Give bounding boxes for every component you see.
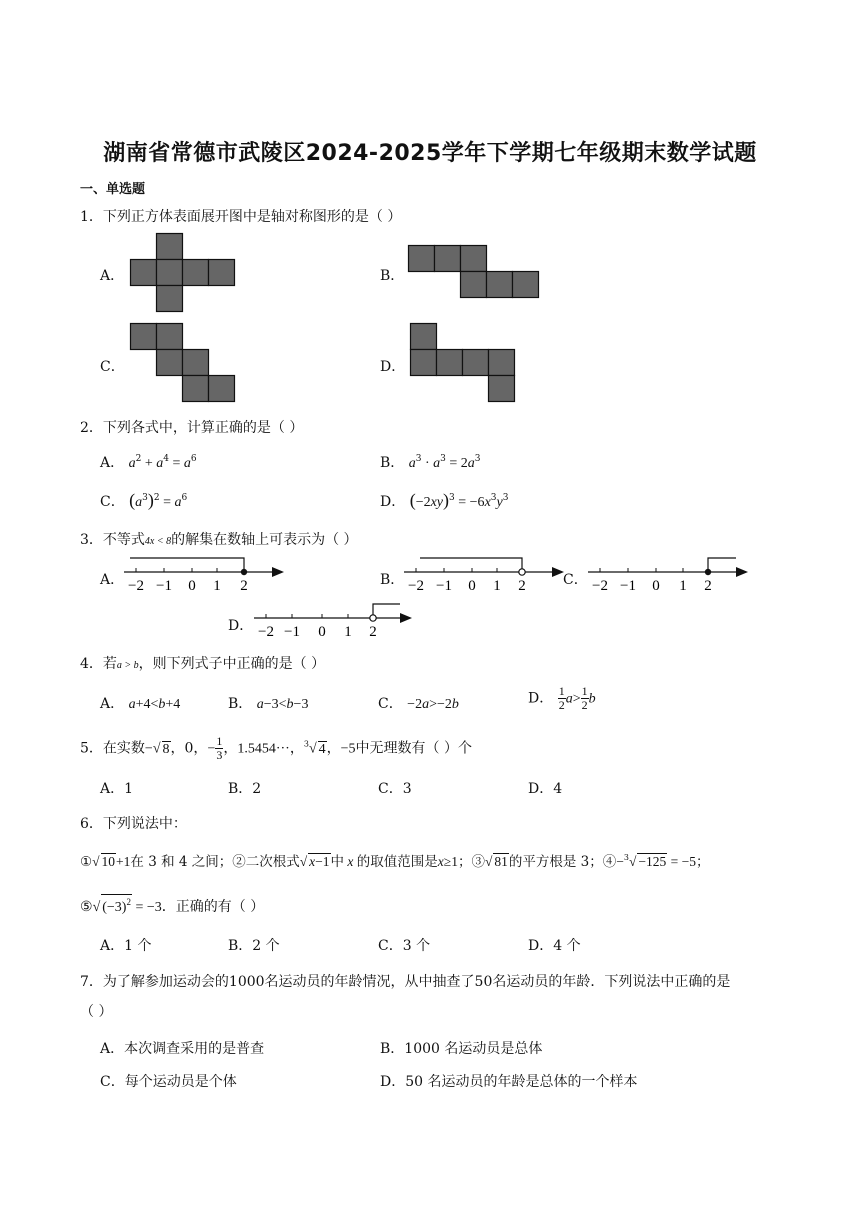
q7-option-a: A．本次调查采用的是普查 — [100, 1041, 265, 1057]
tick-label: 2 — [369, 624, 377, 640]
question-6-statements-line-1: ①√ 10+1在 3 和 4 之间；②二次根式√ x−1中 x 的取值范围是x≥1；③√ 81的平方根是 3；④−$^3$√ −125 = −5； — [80, 853, 710, 870]
tick-label: −2 — [408, 578, 424, 594]
q7-option-b: B．1000 名运动员是总体 — [380, 1041, 543, 1057]
question-7-stem-continued: （ ） — [80, 1004, 113, 1020]
tick-label: −2 — [592, 578, 608, 594]
q1-option-b-net — [408, 245, 542, 299]
q2-option-b: B． $a^3 \cdot a^3 = 2a^3$ — [380, 454, 481, 471]
q2-option-c: C． $(a^3)^2 = a^6$ — [100, 490, 188, 510]
tick-label: 1 — [213, 578, 221, 594]
tick-label: −2 — [128, 578, 144, 594]
tick-label: 0 — [318, 624, 326, 640]
q3-option-a-label: A． — [100, 572, 125, 588]
q2-option-a: A． $a^2 + a^4 = a^6$ — [100, 454, 197, 471]
q3-option-b-label: B． — [380, 572, 405, 588]
q4-option-c: C． −2a>−2b — [378, 696, 459, 712]
question-2-stem: 2．下列各式中，计算正确的是（ ） — [80, 420, 304, 436]
q3-option-c-number-line — [588, 556, 753, 596]
q3-option-a-number-line — [124, 556, 289, 596]
q1-option-b-label: B． — [380, 268, 405, 284]
q6-option-b: B．2 个 — [228, 938, 280, 954]
q4-option-a: A． a+4<b+4 — [100, 696, 181, 712]
question-3-stem: 3．不等式4x < 8的解集在数轴上可表示为（ ） — [80, 532, 358, 548]
q4-option-b: B． a−3<b−3 — [228, 696, 309, 712]
question-6-statements-line-2: ⑤√ $(-3)^2 = -3$．正确的有（ ） — [80, 894, 264, 916]
tick-label: −1 — [620, 578, 636, 594]
question-7-stem: 7．为了解参加运动会的1000名运动员的年龄情况，从中抽查了50名运动员的年龄．下列说法中正确的是 — [80, 974, 731, 990]
tick-label: −2 — [258, 624, 274, 640]
q6-option-a: A．1 个 — [100, 938, 152, 954]
q1-option-a-net — [130, 233, 236, 313]
tick-label: 0 — [188, 578, 196, 594]
page-title: 湖南省常德市武陵区2024-2025学年下学期七年级期末数学试题 — [103, 141, 757, 166]
tick-label: 2 — [518, 578, 526, 594]
q5-option-b: B．2 — [228, 781, 262, 797]
tick-label: 1 — [344, 624, 352, 640]
tick-label: 2 — [704, 578, 712, 594]
section-heading: 一、单选题 — [80, 182, 146, 197]
q7-option-d: D．50 名运动员的年龄是总体的一个样本 — [380, 1074, 638, 1090]
q1-option-d-net — [410, 323, 516, 403]
tick-label: 1 — [493, 578, 501, 594]
tick-label: −1 — [156, 578, 172, 594]
q5-option-c: C．3 — [378, 781, 412, 797]
question-1-stem: 1．下列正方体表面展开图中是轴对称图形的是（ ） — [80, 209, 402, 225]
tick-label: 0 — [652, 578, 660, 594]
q6-option-c: C．3 个 — [378, 938, 431, 954]
question-4-stem: 4．若a > b，则下列式子中正确的是（ ） — [80, 656, 326, 672]
q1-option-c-label: C． — [100, 359, 125, 375]
q1-option-a-label: A． — [100, 268, 125, 284]
q4-option-d: D． $\frac{1}{2}$ a> $\frac{1}{2}$ b — [528, 684, 596, 712]
q1-option-c-net — [130, 323, 236, 403]
q1-option-d-label: D． — [380, 359, 406, 375]
q2-option-d: D． $(-2xy)^3 = -6x^3y^3$ — [380, 490, 509, 510]
q5-option-a: A．1 — [100, 781, 134, 797]
q5-option-d: D．4 — [528, 781, 563, 797]
q3-option-c-label: C． — [563, 572, 588, 588]
tick-label: −1 — [284, 624, 300, 640]
q3-option-d-label: D． — [228, 618, 254, 634]
tick-label: 2 — [240, 578, 248, 594]
q3-option-d-number-line — [254, 602, 419, 642]
question-6-stem: 6．下列说法中： — [80, 816, 187, 832]
tick-label: 0 — [468, 578, 476, 594]
q6-option-d: D．4 个 — [528, 938, 581, 954]
tick-label: 1 — [679, 578, 687, 594]
question-5-stem: 5．在实数−√ 8，0，− $\frac{1}{3}$ ，1.5454···，$^3$√ 4，−5中无理数有（ ）个 — [80, 734, 472, 762]
q3-option-b-number-line — [404, 556, 569, 596]
tick-label: −1 — [436, 578, 452, 594]
q7-option-c: C．每个运动员是个体 — [100, 1074, 237, 1090]
